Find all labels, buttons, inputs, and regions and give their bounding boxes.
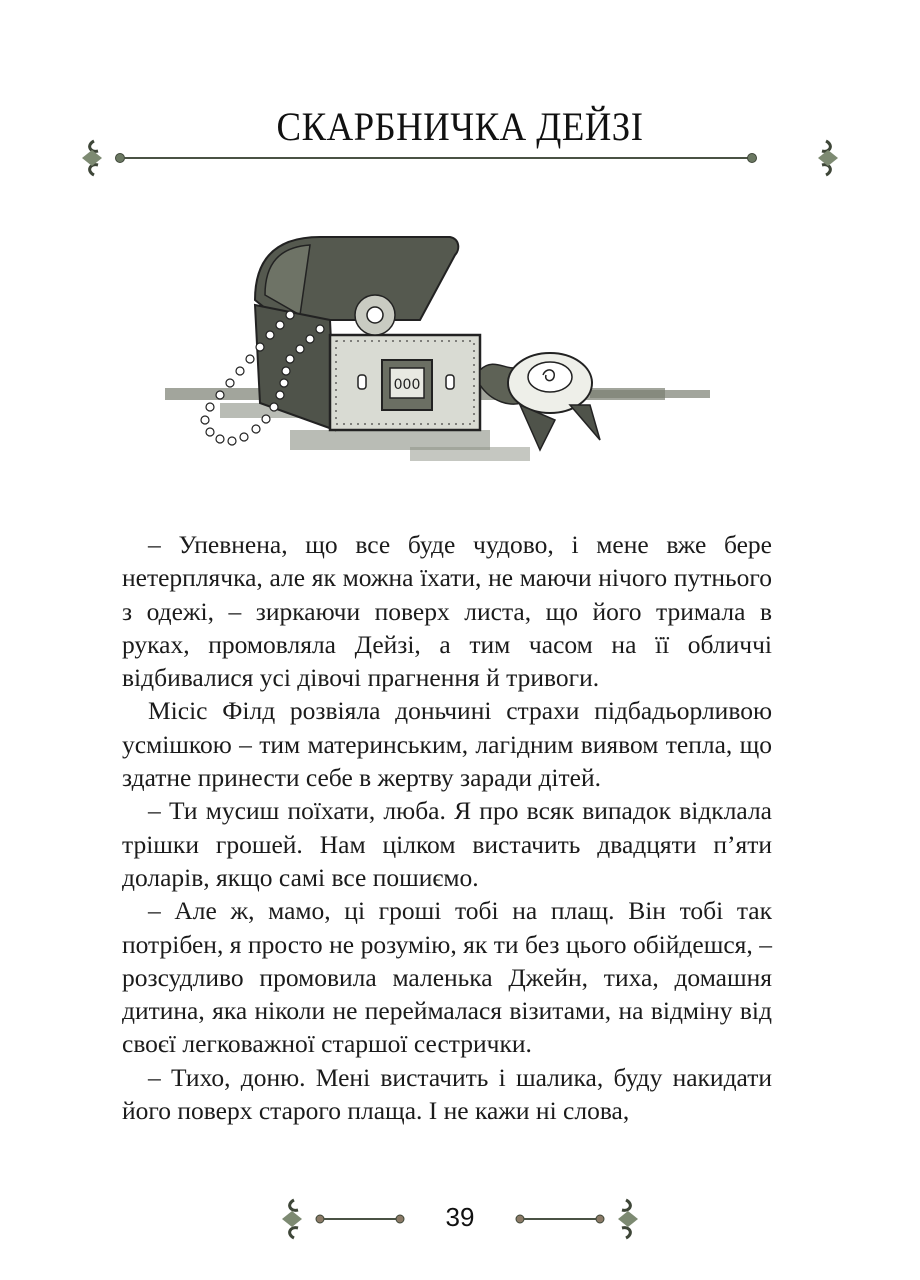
chapter-title: СКАРБНИЧКА ДЕЙЗІ [276,104,644,149]
page-footer [270,1192,650,1248]
treasure-chest-illustration [160,225,720,475]
body-text [122,528,772,1127]
paragraph: – Ти мусиш поїхати, люба. Я про всяк випадок відклала трішки грошей. Нам цілком вистачить двадцяти п’яти доларів, якщо самі все пошиємо. [122,796,772,892]
left-fleuron-icon [82,141,102,175]
paragraph: – Упевнена, що все буде чудово, і мене вже бере нетерплячка, але як можна їхати, не маючи нічого путнього з одежі, – зиркаючи поверх листа, що його тримала в руках, промовляла Дейзі, а тим часом на її обличчі відбивалися усі дівочі прагнення й тривоги. [122,530,772,693]
paragraph: – Тихо, доню. Мені вистачить і шалика, буду накидати його поверх старого плаща. І не кажи ні слова, [122,1062,772,1126]
page-number: 39 [445,1202,475,1232]
title-ornament-rule [80,133,840,183]
svg-text:000: 000 [393,377,421,393]
paragraph: Місіс Філд розвіяла доньчині страхи підбадьорливою усмішкою – тим материнським, лагідним виявом тепла, що здатне принести себе в жертву заради дітей. [122,696,772,793]
paragraph: – Але ж, мамо, ці гроші тобі на плащ. Він тобі так потрібен, я просто не розумію, як ти без цього обійдешся, – розсудливо промовила маленька Джейн, тиха, домашня дитина, яка ніколи не переймалася візитами, на відміну від своєї легковажної старшої сестрички. [122,896,772,1059]
right-fleuron-icon [818,141,838,175]
